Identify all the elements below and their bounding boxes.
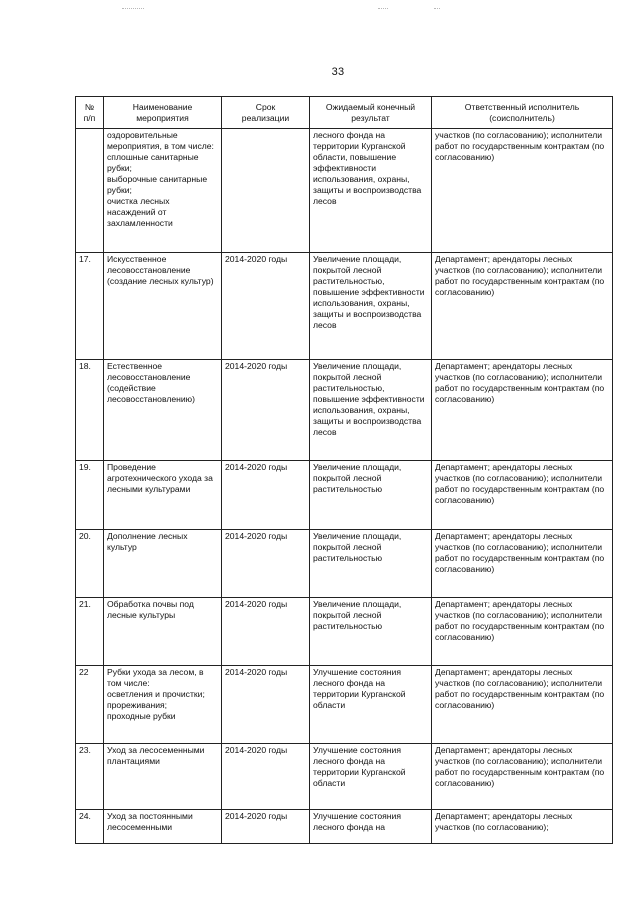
measure-name: Уход за постоянными лесосеменными (104, 810, 222, 844)
executor: Департамент; арендаторы лесных участков (по согласованию); исполнители работ по государственным контрактам (по согласованию) (432, 461, 613, 530)
table-row (76, 666, 613, 744)
header-number: № п/п (76, 97, 104, 129)
expected-result: Увеличение площади, покрытой лесной растительностью, повышение эффективности использования, охраны, защиты и воспроизводства лесов (310, 253, 432, 360)
term (222, 129, 310, 253)
term: 2014-2020 годы (222, 530, 310, 598)
page-number: 33 (331, 66, 345, 78)
expected-result: Увеличение площади, покрытой лесной растительностью (310, 461, 432, 530)
executor: Департамент; арендаторы лесных участков (по согласованию); (432, 810, 613, 844)
table-row (76, 360, 613, 461)
measure-name: Обработка почвы под лесные культуры (104, 598, 222, 666)
header-executor: Ответственный исполнитель (соисполнитель) (432, 97, 613, 129)
expected-result: Улучшение состояния лесного фонда на территории Курганской области (310, 666, 432, 744)
row-number: 17. (76, 253, 104, 360)
table-row (76, 598, 613, 666)
table-row (76, 530, 613, 598)
table-header-row (76, 97, 613, 129)
measure-name: Уход за лесосеменными плантациями (104, 744, 222, 810)
term: 2014-2020 годы (222, 461, 310, 530)
expected-result: Увеличение площади, покрытой лесной растительностью (310, 598, 432, 666)
scan-artifact (434, 8, 440, 10)
row-number: 23. (76, 744, 104, 810)
table-row (76, 461, 613, 530)
expected-result: Улучшение состояния лесного фонда на территории Курганской области (310, 744, 432, 810)
executor: Департамент; арендаторы лесных участков (по согласованию); исполнители работ по государственным контрактам (по согласованию) (432, 253, 613, 360)
row-number: 22 (76, 666, 104, 744)
term: 2014-2020 годы (222, 744, 310, 810)
expected-result: Увеличение площади, покрытой лесной растительностью, повышение эффективности использования, охраны, защиты и воспроизводства лесов (310, 360, 432, 461)
measures-table (75, 96, 613, 844)
executor: Департамент; арендаторы лесных участков (по согласованию); исполнители работ по государственным контрактам (по согласованию) (432, 744, 613, 810)
row-number: 21. (76, 598, 104, 666)
executor: Департамент; арендаторы лесных участков (по согласованию); исполнители работ по государственным контрактам (по согласованию) (432, 360, 613, 461)
measure-name: Дополнение лесных культур (104, 530, 222, 598)
measure-name: Естественное лесовосстановление (содействие лесовосстановлению) (104, 360, 222, 461)
term: 2014-2020 годы (222, 253, 310, 360)
term: 2014-2020 годы (222, 360, 310, 461)
table-row (76, 744, 613, 810)
scan-artifact (122, 8, 144, 10)
executor: Департамент; арендаторы лесных участков (по согласованию); исполнители работ по государственным контрактам (по согласованию) (432, 598, 613, 666)
executor: Департамент; арендаторы лесных участков (по согласованию); исполнители работ по государственным контрактам (по согласованию) (432, 530, 613, 598)
row-number: 20. (76, 530, 104, 598)
header-expected-result: Ожидаемый конечный результат (310, 97, 432, 129)
row-number: 24. (76, 810, 104, 844)
executor: Департамент; арендаторы лесных участков (по согласованию); исполнители работ по государственным контрактам (по согласованию) (432, 666, 613, 744)
term: 2014-2020 годы (222, 598, 310, 666)
header-term: Срок реализации (222, 97, 310, 129)
expected-result: Увеличение площади, покрытой лесной растительностью (310, 530, 432, 598)
term: 2014-2020 годы (222, 666, 310, 744)
table-row (76, 129, 613, 253)
expected-result: лесного фонда на территории Курганской области, повышение эффективности использования, охраны, защиты и воспроизводства лесов (310, 129, 432, 253)
table-row (76, 810, 613, 844)
expected-result: Улучшение состояния лесного фонда на (310, 810, 432, 844)
term: 2014-2020 годы (222, 810, 310, 844)
measure-name: Искусственное лесовосстановление (создание лесных культур) (104, 253, 222, 360)
measure-name: Проведение агротехнического ухода за лесными культурами (104, 461, 222, 530)
header-measure-name: Наименование мероприятия (104, 97, 222, 129)
row-number: 19. (76, 461, 104, 530)
scan-artifact (378, 8, 388, 10)
row-number (76, 129, 104, 253)
measure-name: оздоровительные мероприятия, в том числе: сплошные санитарные рубки; выборочные санитарные рубки; очистка лесных насаждений от захламленности (104, 129, 222, 253)
measure-name: Рубки ухода за лесом, в том числе: осветления и прочистки; прореживания; проходные рубки (104, 666, 222, 744)
table-row (76, 253, 613, 360)
row-number: 18. (76, 360, 104, 461)
executor: участков (по согласованию); исполнители работ по государственным контрактам (по согласованию) (432, 129, 613, 253)
